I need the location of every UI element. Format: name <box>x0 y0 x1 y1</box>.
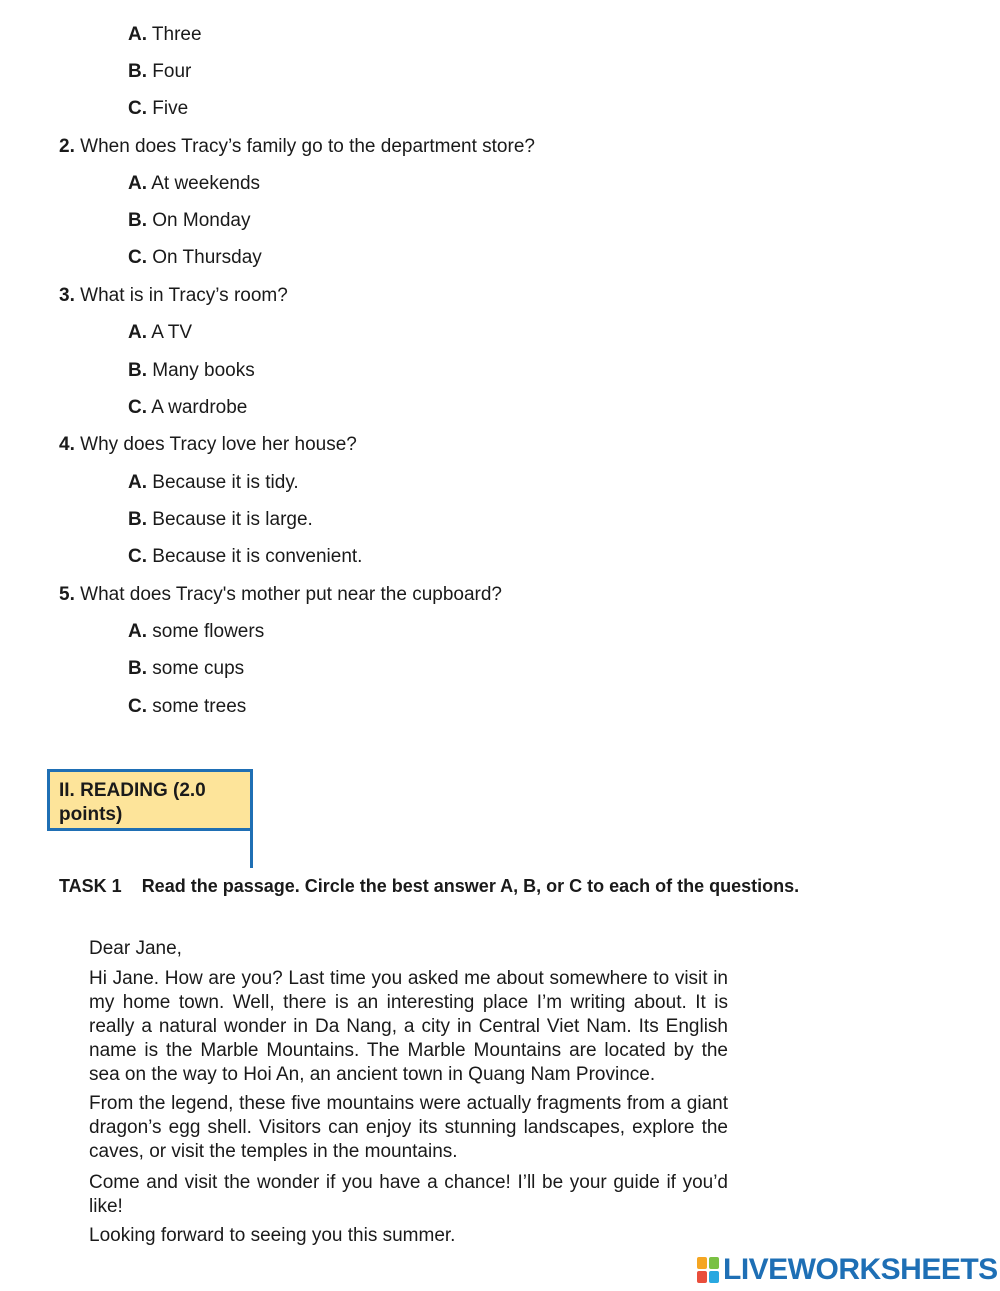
q3-option-b[interactable]: B. Many books <box>128 360 255 381</box>
question-5: 5. What does Tracy's mother put near the cupboard? <box>59 584 502 605</box>
question-2: 2. When does Tracy’s family go to the department store? <box>59 136 535 157</box>
q1-option-b[interactable]: B. Four <box>128 61 192 82</box>
q5-option-a[interactable]: A. some flowers <box>128 621 265 642</box>
q2-option-c[interactable]: C. On Thursday <box>128 247 262 268</box>
q3-option-a[interactable]: A. A TV <box>128 322 193 343</box>
letter-paragraph-1: Hi Jane. How are you? Last time you asked me about somewhere to visit in my home town. Well, there is an interesting place I’m writing about. It is really a natural wonder in Da Nang, a city in Central Viet Nam. Its English name is the Marble Mountains. The Marble Mountains are located by the sea on the way to Hoi An, an ancient town in Quang Nam Province. <box>89 968 728 1085</box>
task-instruction <box>59 874 799 898</box>
q4-option-c[interactable]: C. Because it is convenient. <box>128 546 363 567</box>
question-4: 4. Why does Tracy love her house? <box>59 434 357 455</box>
letter-greeting: Dear Jane, <box>89 938 182 959</box>
q1-option-a[interactable]: A. Three <box>128 24 202 45</box>
q1-option-c[interactable]: C. Five <box>128 98 189 119</box>
q2-option-a[interactable]: A. At weekends <box>128 173 261 194</box>
liveworksheets-logo <box>697 1255 998 1285</box>
logo-text: LIVEWORKSHEETS <box>723 1253 998 1286</box>
q5-option-b[interactable]: B. some cups <box>128 658 245 679</box>
letter-paragraph-3: Come and visit the wonder if you have a chance! I’ll be your guide if you’d like! <box>89 1172 728 1217</box>
q5-option-c[interactable]: C. some trees <box>128 696 247 717</box>
task-label: TASK 1 <box>59 876 122 896</box>
question-3: 3. What is in Tracy’s room? <box>59 285 288 306</box>
letter-paragraph-2: From the legend, these five mountains were actually fragments from a giant dragon’s egg shell. Visitors can enjoy its stunning landscapes, explore the caves, or visit the temples in the mountains. <box>89 1093 728 1162</box>
section-title: II. READING (2.0 points) <box>59 780 206 825</box>
section-divider <box>250 828 253 868</box>
section-heading-box <box>47 769 253 831</box>
letter-closing: Looking forward to seeing you this summer. <box>89 1225 456 1246</box>
q3-option-c[interactable]: C. A wardrobe <box>128 397 248 418</box>
q4-option-a[interactable]: A. Because it is tidy. <box>128 472 299 493</box>
q4-option-b[interactable]: B. Because it is large. <box>128 509 313 530</box>
logo-icon <box>697 1257 719 1283</box>
q2-option-b[interactable]: B. On Monday <box>128 210 251 231</box>
task-text: Read the passage. Circle the best answer A, B, or C to each of the questions. <box>141 876 800 896</box>
